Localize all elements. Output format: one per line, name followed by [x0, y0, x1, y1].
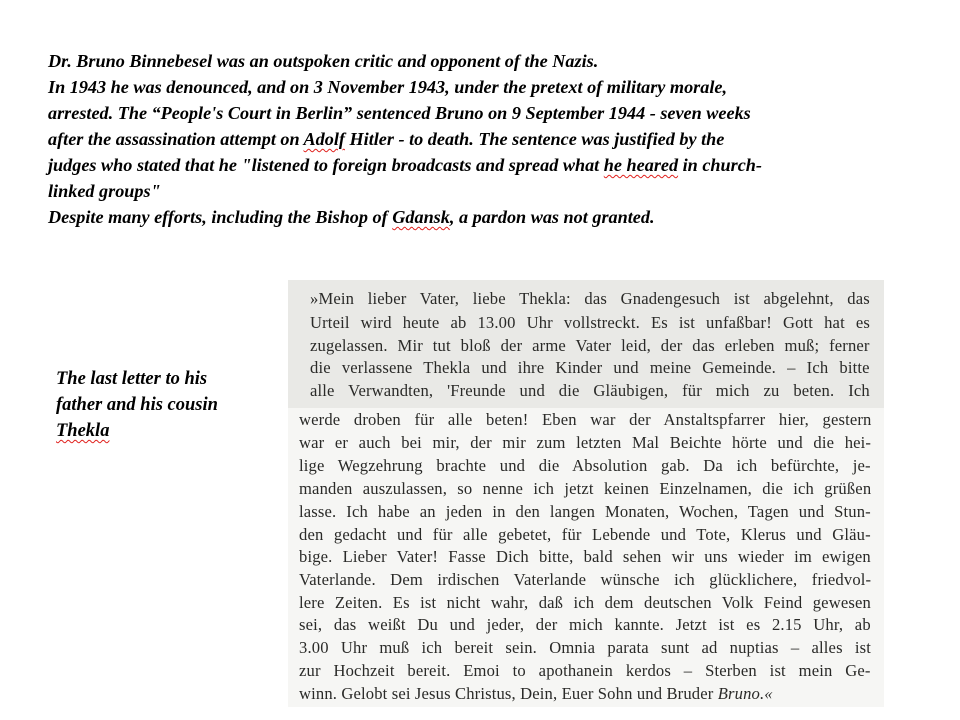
- letter-line: bige. Lieber Vater! Fasse Dich bitte, bald sehen wir uns wieder im ewigen: [299, 547, 871, 566]
- letter-line: den gedacht und für alle gebetet, für Lebende und Tote, Klerus und Gläu-: [299, 525, 871, 544]
- letter-line: alle Verwandten, 'Freunde und die Gläubigen, für mich zu beten. Ich: [310, 381, 870, 400]
- caption-line: The last letter to his: [56, 369, 208, 389]
- scanned-letter-top-part: [288, 280, 884, 408]
- intro-line: [48, 152, 928, 178]
- intro-line: [48, 204, 928, 230]
- letter-line: Urteil wird heute ab 13.00 Uhr vollstreckt. Es ist unfaßbar! Gott hat es: [310, 313, 870, 332]
- scanned-letter-image: [288, 280, 884, 707]
- letter-line: zur Hochzeit bereit. Emoi to apothanein kerdos – Sterben ist mein Ge-: [299, 661, 871, 680]
- letter-line: lere Zeiten. Es ist nicht wahr, daß ich dem deutschen Volk Feind gewesen: [299, 593, 871, 612]
- intro-line: [48, 126, 928, 152]
- letter-closing-text: winn. Gelobt sei Jesus Christus, Dein, Euer Sohn und Bruder: [299, 684, 718, 703]
- letter-line: »Mein lieber Vater, liebe Thekla: das Gnadengesuch ist abgelehnt, das: [310, 289, 870, 308]
- intro-line-text: Despite many efforts, including the Bishop of: [48, 207, 393, 227]
- letter-signature: Bruno.«: [717, 684, 773, 703]
- letter-line: werde droben für alle beten! Eben war der Anstaltspfarrer hier, gestern: [299, 410, 872, 429]
- spellcheck-flagged-word: he heared: [603, 155, 679, 175]
- spellcheck-flagged-word: Adolf: [303, 129, 345, 149]
- letter-line: Vaterlande. Dem irdischen Vaterlande wünsche ich glücklichere, friedvol-: [299, 570, 872, 589]
- letter-line: zugelassen. Mir tut bloß der arme Vater leid, der das erleben muß; ferner: [310, 336, 870, 355]
- letter-line: war er auch bei mir, der mir zum letzten Mal Beichte hörte und die hei-: [299, 433, 872, 452]
- intro-line-text: Hitler - to death. The sentence was justified by the: [344, 129, 725, 149]
- intro-line-text: after the assassination attempt on: [48, 129, 304, 149]
- introduction-text: [48, 48, 928, 230]
- letter-line: lasse. Ich habe an jeden in den langen Monaten, Wochen, Tagen und Stun-: [299, 502, 871, 521]
- intro-line-text: in church-: [678, 155, 762, 175]
- spellcheck-flagged-word: Gdansk: [392, 207, 450, 227]
- letter-line: 3.00 Uhr muß ich bereit sein. Omnia parata sunt ad nuptias – alles ist: [299, 638, 872, 657]
- intro-line-text: judges who stated that he "listened to foreign broadcasts and spread what: [48, 155, 604, 175]
- intro-line: In 1943 he was denounced, and on 3 November 1943, under the pretext of military morale,: [48, 77, 728, 97]
- intro-line: Dr. Bruno Binnebesel was an outspoken critic and opponent of the Nazis.: [48, 51, 599, 71]
- letter-line: manden auszulassen, so nenne ich jetzt keinen Einzelnamen, die ich grüßen: [299, 479, 872, 498]
- letter-line: lige Wegzehrung brachte und die Absolution gab. Da ich befürchte, je-: [299, 456, 871, 475]
- intro-line: arrested. The “People's Court in Berlin” sentenced Bruno on 9 September 1944 - seven weeks: [48, 103, 751, 123]
- letter-caption: [56, 366, 266, 444]
- caption-line: father and his cousin: [56, 395, 218, 415]
- letter-closing-line: [299, 684, 773, 704]
- letter-line: sei, das weißt Du und jeder, der mich kannte. Jetzt ist es 2.15 Uhr, ab: [299, 615, 871, 634]
- scanned-letter-bottom-part: [288, 408, 884, 707]
- intro-line-text: , a pardon was not granted.: [449, 207, 655, 227]
- intro-line: linked groups": [48, 181, 161, 201]
- letter-line: die verlassene Thekla und ihre Kinder und meine Gemeinde. – Ich bitte: [310, 358, 870, 377]
- caption-line: Thekla: [56, 421, 110, 441]
